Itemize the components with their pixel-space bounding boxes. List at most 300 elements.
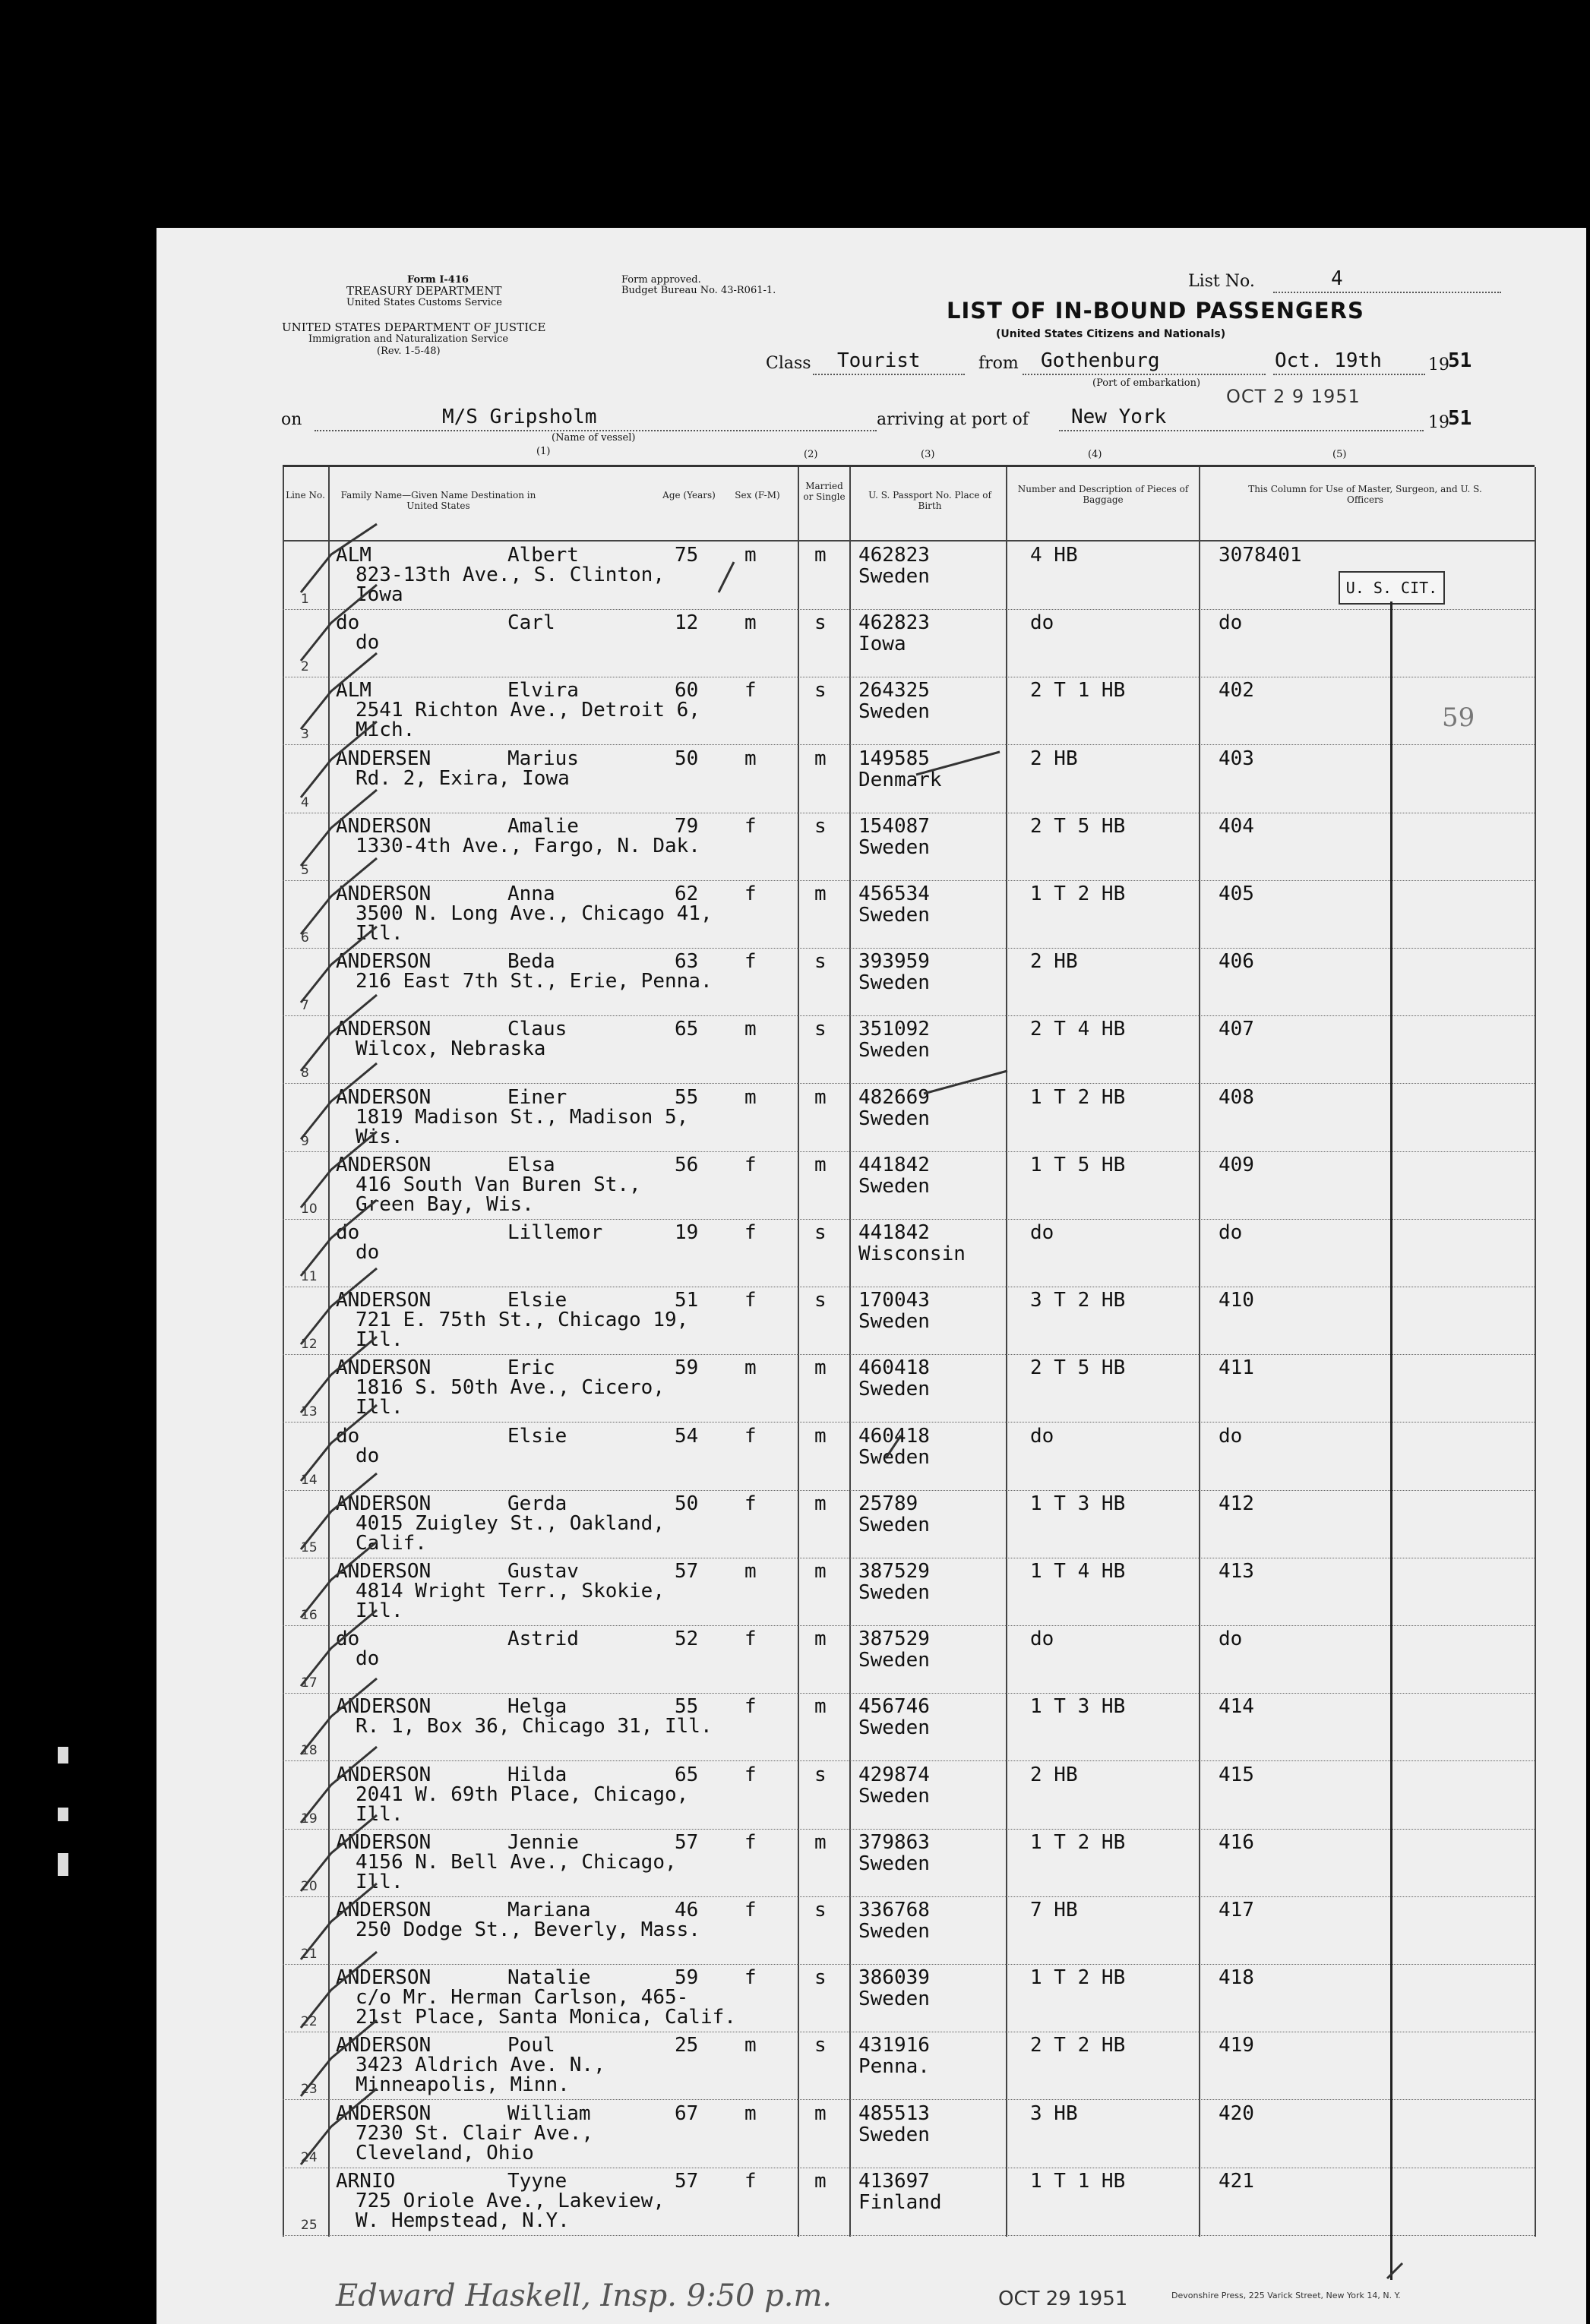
baggage: do (1030, 611, 1054, 635)
marital-status: m (814, 2169, 827, 2193)
marital-status: s (814, 1763, 827, 1786)
address-line-1: 416 South Van Buren St., (356, 1173, 641, 1196)
class-line (813, 374, 965, 375)
baggage: 2 HB (1030, 1763, 1078, 1786)
passport-number: 170043 (858, 1289, 930, 1312)
line-number: 22 (301, 2014, 318, 2030)
passport-number: 462823 (858, 544, 930, 567)
family-name: ALM (336, 679, 371, 703)
baggage: 2 T 5 HB (1030, 1356, 1126, 1380)
baggage: 1 T 5 HB (1030, 1153, 1126, 1176)
age: 57 (675, 2169, 699, 2193)
table-row (283, 1896, 1535, 1965)
marital-status: m (814, 544, 827, 567)
table-row (283, 1151, 1535, 1220)
form-approved: Form approved. (621, 274, 701, 286)
table-row (283, 1490, 1535, 1558)
marital-status: m (814, 1085, 827, 1109)
officer-column: 416 (1219, 1830, 1254, 1854)
given-name: Carl (507, 611, 555, 635)
table-row (283, 677, 1535, 745)
date-line (1273, 374, 1425, 375)
given-name: Tyyne (507, 2169, 567, 2193)
sex: f (744, 883, 757, 905)
sex: f (744, 1492, 757, 1515)
address-line-1: 725 Oriole Ave., Lakeview, (356, 2189, 665, 2212)
officer-column: 418 (1219, 1966, 1254, 1990)
place-of-birth: Sweden (858, 835, 930, 859)
baggage: 2 T 1 HB (1030, 679, 1126, 703)
passport-number: 456534 (858, 883, 930, 905)
baggage: 1 T 3 HB (1030, 1695, 1126, 1719)
sex: m (744, 544, 757, 567)
officer-column: 406 (1219, 950, 1254, 974)
given-name: Beda (507, 950, 555, 974)
officer-column: 404 (1219, 814, 1254, 838)
line-number: 20 (301, 1878, 318, 1894)
officer-column: 420 (1219, 2101, 1254, 2125)
passport-number: 25789 (858, 1492, 918, 1515)
marital-status: m (814, 2101, 827, 2125)
family-name: ANDERSEN (336, 747, 431, 770)
edge-mark (58, 1747, 68, 1764)
address-line-1: 4015 Zuigley St., Oakland, (356, 1511, 665, 1535)
address-line-1: 1819 Madison St., Madison 5, (356, 1105, 689, 1129)
given-name: Hilda (507, 1763, 567, 1786)
year2-prefix: 19 (1428, 413, 1449, 432)
departure-date: Oct. 19th (1275, 349, 1382, 372)
place-of-birth: Wisconsin (858, 1243, 966, 1265)
table-row (283, 1287, 1535, 1355)
address-line-2: Green Bay, Wis. (356, 1192, 534, 1216)
family-name: ANDERSON (336, 1966, 431, 1990)
page-subtitle: (United States Citizens and Nationals) (996, 328, 1226, 340)
line-number: 14 (301, 1472, 318, 1488)
sex: f (744, 814, 757, 838)
us-citizen-stamp: U. S. CIT. (1339, 571, 1445, 605)
sex: m (744, 1018, 757, 1041)
address-line-1: 1330-4th Ave., Fargo, N. Dak. (356, 834, 700, 857)
family-name: ANDERSON (336, 2034, 431, 2057)
family-name: ANDERSON (336, 1763, 431, 1786)
baggage: do (1030, 1221, 1054, 1244)
passport-number: 456746 (858, 1695, 930, 1719)
marital-status: m (814, 747, 827, 770)
port-of-arrival: New York (1071, 406, 1167, 428)
table-row (283, 948, 1535, 1016)
family-name: ANDERSON (336, 950, 431, 974)
from-label: from (978, 354, 1019, 373)
line-number: 17 (301, 1675, 318, 1691)
officer-column: 3078401 (1219, 544, 1302, 567)
header-line-no: Line No. (286, 490, 325, 500)
given-name: Claus (507, 1018, 567, 1041)
given-name: Astrid (507, 1628, 579, 1651)
address-line-2: Ill. (356, 922, 403, 945)
address-line-1: 3500 N. Long Ave., Chicago 41, (356, 902, 713, 925)
address-line-1: R. 1, Box 36, Chicago 31, Ill. (356, 1715, 713, 1738)
address-line-1: 7230 St. Clair Ave., (356, 2121, 594, 2145)
age: 59 (675, 1966, 699, 1990)
family-name: do (336, 611, 360, 635)
line-number: 25 (301, 2217, 318, 2233)
family-name: ANDERSON (336, 1830, 431, 1854)
place-of-birth: Sweden (858, 1039, 930, 1063)
family-name: ANDERSON (336, 1153, 431, 1176)
age: 51 (675, 1289, 699, 1312)
sex: f (744, 2169, 757, 2193)
place-of-birth: Denmark (858, 768, 942, 791)
edge-mark (58, 1808, 68, 1821)
address-line-1: do (356, 1241, 380, 1264)
address-line-1: 4814 Wright Terr., Skokie, (356, 1580, 665, 1602)
address-line-1: 2541 Richton Ave., Detroit 6, (356, 699, 700, 722)
given-name: Amalie (507, 814, 579, 838)
officer-column: 410 (1219, 1289, 1254, 1312)
table-row (283, 1219, 1535, 1287)
sex: m (744, 2034, 757, 2057)
family-name: ARNIO (336, 2169, 396, 2193)
address-line-2: Ill. (356, 1802, 403, 1826)
table-row (283, 2032, 1535, 2100)
given-name: Poul (507, 2034, 555, 2057)
treasury-dept: TREASURY DEPARTMENT (346, 284, 502, 298)
passport-number: 431916 (858, 2034, 930, 2057)
marital-status: m (814, 1695, 827, 1719)
baggage: 2 T 2 HB (1030, 2034, 1126, 2057)
line-number: 8 (301, 1066, 309, 1081)
family-name: ANDERSON (336, 1085, 431, 1109)
class-label: Class (766, 354, 811, 373)
family-name: ANDERSON (336, 1289, 431, 1312)
passenger-table (283, 465, 1535, 2237)
passport-number: 393959 (858, 950, 930, 974)
passport-number: 485513 (858, 2101, 930, 2125)
passport-number: 460418 (858, 1424, 930, 1448)
sex: f (744, 1424, 757, 1448)
address-line-2: Wis. (356, 1125, 403, 1148)
passport-number: 379863 (858, 1830, 930, 1854)
line-number: 9 (301, 1133, 309, 1149)
family-name: ANDERSON (336, 1560, 431, 1583)
marital-status: s (814, 814, 827, 838)
address-line-1: 721 E. 75th St., Chicago 19, (356, 1309, 689, 1332)
table-row (283, 1693, 1535, 1761)
address-line-1: c/o Mr. Herman Carlson, 465- (356, 1986, 689, 2010)
table-row (283, 880, 1535, 949)
address-line-1: Rd. 2, Exira, Iowa (356, 766, 570, 790)
col-num-5: (5) (1332, 449, 1347, 460)
baggage: 1 T 1 HB (1030, 2169, 1126, 2193)
baggage: 1 T 2 HB (1030, 1830, 1126, 1854)
table-row (283, 1558, 1535, 1626)
marital-status: s (814, 1018, 827, 1041)
ins-service: Immigration and Naturalization Service (308, 333, 509, 345)
officer-column: 414 (1219, 1695, 1254, 1719)
officer-column: 413 (1219, 1560, 1254, 1583)
age: 52 (675, 1628, 699, 1651)
age: 12 (675, 611, 699, 635)
passport-number: 462823 (858, 611, 930, 635)
sex: f (744, 1289, 757, 1312)
given-name: Elvira (507, 679, 579, 703)
given-name: Elsie (507, 1289, 567, 1312)
address-line-1: 4156 N. Bell Ave., Chicago, (356, 1850, 677, 1874)
age: 46 (675, 1899, 699, 1921)
marital-status: s (814, 1289, 827, 1312)
header-passport: U. S. Passport No. Place of Birth (868, 490, 991, 511)
sex: m (744, 1560, 757, 1583)
year-suffix: 51 (1448, 349, 1472, 372)
address-line-1: do (356, 631, 380, 655)
officer-column: 408 (1219, 1085, 1254, 1109)
given-name: Einer (507, 1085, 567, 1109)
officer-column: 417 (1219, 1899, 1254, 1921)
marital-status: m (814, 1153, 827, 1176)
class-value: Tourist (837, 349, 921, 372)
address-line-2: Mich. (356, 718, 416, 742)
address-line-1: 2041 W. 69th Place, Chicago, (356, 1782, 689, 1806)
marital-status: s (814, 1899, 827, 1921)
sex: m (744, 611, 757, 635)
line-number: 6 (301, 930, 309, 946)
passport-number: 387529 (858, 1628, 930, 1651)
address-line-1: do (356, 1647, 380, 1671)
table-row (283, 609, 1535, 677)
address-line-2: W. Hempstead, N.Y. (356, 2209, 570, 2232)
given-name: Elsa (507, 1153, 555, 1176)
sex: f (744, 1899, 757, 1921)
officer-column: 421 (1219, 2169, 1254, 2193)
form-number: Form I-416 (407, 274, 469, 286)
sex: m (744, 747, 757, 770)
age: 62 (675, 883, 699, 905)
year2-suffix: 51 (1448, 407, 1472, 430)
table-row (283, 1084, 1535, 1152)
sex: f (744, 1695, 757, 1719)
baggage: 3 T 2 HB (1030, 1289, 1126, 1312)
table-row (283, 1829, 1535, 1897)
address-line-1: 250 Dodge St., Beverly, Mass. (356, 1918, 700, 1941)
family-name: ANDERSON (336, 1899, 431, 1921)
baggage: 2 HB (1030, 747, 1078, 770)
header-name: Family Name—Given Name Destination in United States (340, 490, 536, 511)
line-number: 21 (301, 1947, 318, 1962)
from-line (1023, 374, 1266, 375)
passport-number: 387529 (858, 1560, 930, 1583)
col-num-3: (3) (921, 449, 935, 460)
list-no-label: List No. (1188, 272, 1255, 291)
us-citizen-bracket-line (1390, 602, 1392, 2280)
age: 79 (675, 814, 699, 838)
header-baggage: Number and Description of Pieces of Baggage (1017, 484, 1189, 505)
table-row (283, 813, 1535, 881)
passport-number: 413697 (858, 2169, 930, 2193)
age: 19 (675, 1221, 699, 1244)
form-revision: (Rev. 1-5-48) (377, 346, 441, 357)
age: 57 (675, 1830, 699, 1854)
sex: f (744, 1966, 757, 1990)
table-row (283, 1423, 1535, 1491)
sex: f (744, 679, 757, 703)
officer-column: do (1219, 1424, 1243, 1448)
line-number: 10 (301, 1201, 318, 1217)
officer-column: 407 (1219, 1018, 1254, 1041)
line-number: 4 (301, 794, 309, 810)
page-title: LIST OF IN-BOUND PASSENGERS (947, 298, 1364, 324)
passport-number: 351092 (858, 1018, 930, 1041)
address-line-2: Ill. (356, 1396, 403, 1419)
sex: f (744, 1830, 757, 1854)
age: 63 (675, 950, 699, 974)
place-of-birth: Sweden (858, 1107, 930, 1130)
place-of-birth: Sweden (858, 904, 930, 927)
list-no-value: 4 (1331, 267, 1343, 290)
place-of-birth: Sweden (858, 1988, 930, 2011)
row-rule (283, 2235, 1535, 2236)
marital-status: s (814, 679, 827, 703)
marital-status: m (814, 1628, 827, 1651)
marital-status: s (814, 1221, 827, 1244)
header-sex: Sex (F-M) (735, 490, 780, 500)
justice-dept: UNITED STATES DEPARTMENT OF JUSTICE (282, 320, 546, 334)
family-name: do (336, 1628, 360, 1651)
marital-status: m (814, 1356, 827, 1380)
passport-number: 429874 (858, 1763, 930, 1786)
arriving-label: arriving at port of (877, 410, 1029, 429)
passport-number: 482669 (858, 1085, 930, 1109)
baggage: do (1030, 1424, 1054, 1448)
officer-column: do (1219, 611, 1243, 635)
given-name: Gustav (507, 1560, 579, 1583)
passport-number: 460418 (858, 1356, 930, 1380)
place-of-birth: Sweden (858, 1716, 930, 1740)
table-row (283, 1964, 1535, 2032)
port-line (1059, 430, 1424, 431)
port-of-embarkation: Gothenburg (1041, 349, 1160, 372)
officer-column: do (1219, 1628, 1243, 1651)
officer-column: do (1219, 1221, 1243, 1244)
sex: f (744, 1153, 757, 1176)
given-name: Eric (507, 1356, 555, 1380)
line-number: 3 (301, 727, 309, 743)
given-name: Gerda (507, 1492, 567, 1515)
age: 60 (675, 679, 699, 703)
baggage: 2 T 4 HB (1030, 1018, 1126, 1041)
place-of-birth: Sweden (858, 1581, 930, 1604)
sex: f (744, 950, 757, 974)
place-of-birth: Sweden (858, 1378, 930, 1401)
given-name: Marius (507, 747, 579, 770)
budget-bureau: Budget Bureau No. 43-R061-1. (621, 285, 776, 296)
vessel-line (315, 430, 877, 431)
marital-status: s (814, 1966, 827, 1990)
line-number: 11 (301, 1269, 318, 1284)
family-name: ALM (336, 544, 371, 567)
line-number: 13 (301, 1404, 318, 1420)
footer-date-stamp: OCT 29 1951 (998, 2288, 1128, 2310)
inspector-signature: Edward Haskell, Insp. 9:50 p.m. (336, 2278, 833, 2313)
baggage: 1 T 4 HB (1030, 1560, 1126, 1583)
baggage: 1 T 2 HB (1030, 1085, 1126, 1109)
line-number: 5 (301, 862, 309, 878)
place-of-birth: Sweden (858, 1445, 930, 1469)
line-number: 1 (301, 592, 309, 607)
baggage: do (1030, 1628, 1054, 1651)
address-line-1: 3423 Aldrich Ave. N., (356, 2054, 605, 2077)
family-name: ANDERSON (336, 2101, 431, 2125)
address-line-2: Calif. (356, 1531, 427, 1555)
arrival-date-stamp: OCT 2 9 1951 (1226, 386, 1361, 407)
place-of-birth: Penna. (858, 2055, 930, 2079)
marital-status: m (814, 1424, 827, 1448)
given-name: Anna (507, 883, 555, 905)
marital-status: s (814, 2034, 827, 2057)
place-of-birth: Sweden (858, 971, 930, 995)
vessel-note-num: (1) (536, 446, 551, 457)
age: 55 (675, 1085, 699, 1109)
place-of-birth: Sweden (858, 2123, 930, 2146)
margin-number: 59 (1442, 703, 1475, 733)
age: 50 (675, 1492, 699, 1515)
given-name: William (507, 2101, 591, 2125)
table-row (283, 2168, 1535, 2236)
age: 54 (675, 1424, 699, 1448)
age: 75 (675, 544, 699, 567)
on-label: on (281, 410, 302, 429)
line-number: 24 (301, 2149, 318, 2165)
place-of-birth: Sweden (858, 1784, 930, 1808)
customs-service: United States Customs Service (346, 297, 502, 308)
list-no-line (1273, 292, 1501, 293)
marital-status: s (814, 611, 827, 635)
place-of-birth: Sweden (858, 700, 930, 724)
baggage: 1 T 3 HB (1030, 1492, 1126, 1515)
place-of-birth: Sweden (858, 1649, 930, 1672)
age: 59 (675, 1356, 699, 1380)
marital-status: m (814, 1492, 827, 1515)
col-divider (1535, 467, 1536, 2237)
family-name: ANDERSON (336, 1018, 431, 1041)
age: 67 (675, 2101, 699, 2125)
officer-column: 412 (1219, 1492, 1254, 1515)
line-number: 12 (301, 1337, 318, 1353)
officer-column: 403 (1219, 747, 1254, 770)
family-name: do (336, 1424, 360, 1448)
given-name: Lillemor (507, 1221, 603, 1244)
address-line-2: Ill. (356, 1328, 403, 1352)
place-of-birth: Sweden (858, 1513, 930, 1536)
baggage: 2 HB (1030, 950, 1078, 974)
address-line-2: Minneapolis, Minn. (356, 2073, 570, 2097)
table-row (283, 1015, 1535, 1084)
sex: f (744, 1221, 757, 1244)
given-name: Mariana (507, 1899, 591, 1921)
age: 57 (675, 1560, 699, 1583)
marital-status: m (814, 1560, 827, 1583)
table-row (283, 1761, 1535, 1830)
table-row (283, 1354, 1535, 1423)
line-number: 15 (301, 1539, 318, 1555)
marital-status: m (814, 1830, 827, 1854)
baggage: 7 HB (1030, 1899, 1078, 1921)
officer-column: 405 (1219, 883, 1254, 905)
baggage: 1 T 2 HB (1030, 1966, 1126, 1990)
age: 65 (675, 1763, 699, 1786)
place-of-birth: Iowa (858, 633, 906, 656)
col-num-4: (4) (1088, 449, 1102, 460)
passport-number: 154087 (858, 814, 930, 838)
